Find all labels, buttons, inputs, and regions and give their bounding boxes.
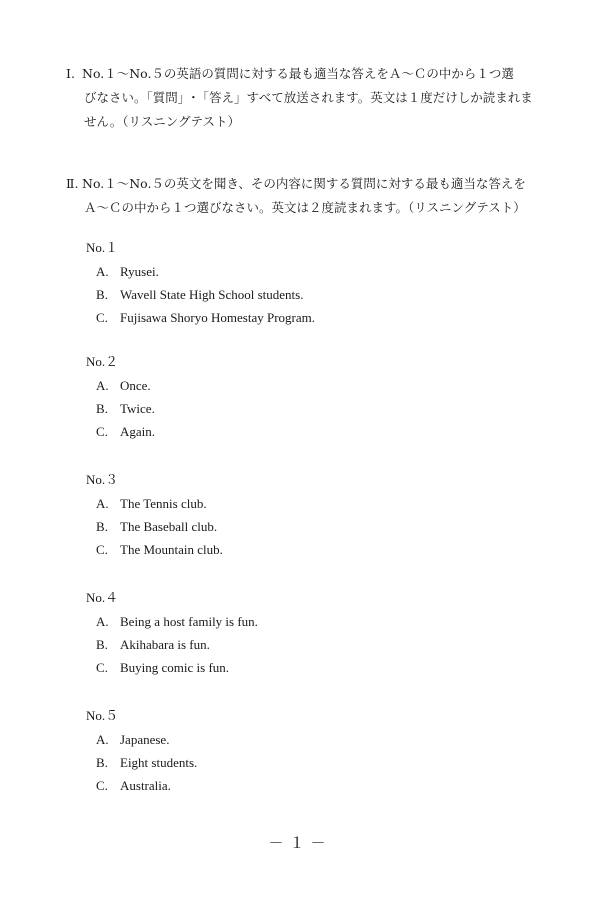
choice-c: [86, 656, 506, 679]
choice-b: [86, 283, 506, 306]
choice-text: Twice.: [120, 401, 155, 416]
choice-letter: B.: [96, 401, 108, 416]
choice-letter: A.: [96, 614, 109, 629]
choice-text: Once.: [120, 378, 151, 393]
instruction-number: Ⅰ.: [66, 66, 75, 81]
instruction-line: No.１～No.５の英文を聞き、その内容に関する質問に対する最も適当な答えを: [82, 176, 526, 191]
choice-letter: A.: [96, 378, 109, 393]
instruction-line: せん。（リスニングテスト）: [84, 114, 241, 129]
choice-text: Buying comic is fun.: [120, 660, 230, 675]
choice-a: [86, 728, 506, 751]
choice-c: [86, 420, 506, 443]
choice-letter: B.: [96, 637, 108, 652]
question-label: No.４: [86, 590, 119, 605]
question-2: [86, 350, 506, 443]
choice-letter: A.: [96, 496, 109, 511]
choice-a: [86, 260, 506, 283]
choice-letter: A.: [96, 732, 109, 747]
choice-text: Ryusei.: [120, 264, 159, 279]
choice-a: [86, 374, 506, 397]
instruction-section-1: [66, 62, 536, 134]
choice-a: [86, 492, 506, 515]
choice-text: Being a host family is fun.: [120, 614, 258, 629]
choice-text: Fujisawa Shoryo Homestay Program.: [120, 310, 315, 325]
choice-text: Akihabara is fun.: [120, 637, 210, 652]
choice-c: [86, 306, 506, 329]
choice-c: [86, 774, 506, 797]
question-label: No.５: [86, 708, 119, 723]
choice-letter: B.: [96, 519, 108, 534]
choice-a: [86, 610, 506, 633]
instruction-line: Ａ～Ｃの中から１つ選びなさい。英文は２度読まれます。（リスニングテスト）: [84, 200, 526, 215]
choice-letter: C.: [96, 660, 108, 675]
choice-letter: A.: [96, 264, 109, 279]
choice-text: Australia.: [120, 778, 171, 793]
choice-letter: C.: [96, 310, 108, 325]
choice-text: Again.: [120, 424, 156, 439]
choice-c: [86, 538, 506, 561]
choice-b: [86, 515, 506, 538]
choice-letter: B.: [96, 755, 108, 770]
instruction-number: Ⅱ.: [66, 176, 79, 191]
choice-letter: C.: [96, 424, 108, 439]
choice-letter: C.: [96, 542, 108, 557]
question-5: [86, 704, 506, 797]
choice-b: [86, 633, 506, 656]
question-label: No.１: [86, 240, 119, 255]
choice-text: Eight students.: [120, 755, 198, 770]
choice-text: The Tennis club.: [120, 496, 207, 511]
instruction-line: No.１～No.５の英語の質問に対する最も適当な答えをＡ～Ｃの中から１つ選: [82, 66, 514, 81]
choice-text: The Baseball club.: [120, 519, 218, 534]
choice-text: The Mountain club.: [120, 542, 223, 557]
question-1: [86, 236, 506, 329]
question-3: [86, 468, 506, 561]
instruction-section-2: [66, 172, 536, 220]
question-4: [86, 586, 506, 679]
question-label: No.３: [86, 472, 119, 487]
page-number: －１－: [268, 834, 332, 852]
choice-letter: B.: [96, 287, 108, 302]
choice-b: [86, 751, 506, 774]
choice-b: [86, 397, 506, 420]
choice-text: Wavell State High School students.: [120, 287, 304, 302]
question-label: No.２: [86, 354, 119, 369]
instruction-line: びなさい。「質問」･「答え」すべて放送されます。英文は１度だけしか読まれま: [84, 90, 533, 105]
choice-text: Japanese.: [120, 732, 170, 747]
choice-letter: C.: [96, 778, 108, 793]
